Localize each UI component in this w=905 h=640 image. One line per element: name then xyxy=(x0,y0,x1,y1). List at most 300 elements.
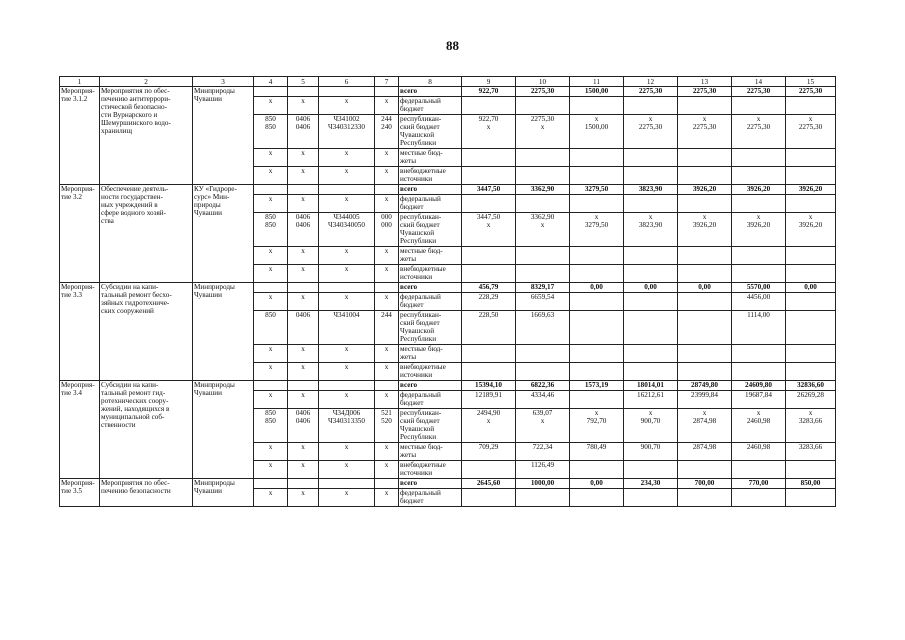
value-cell: 32836,60 xyxy=(786,381,836,391)
code-cell: x xyxy=(254,489,288,507)
value-cell: 3926,20 xyxy=(786,185,836,195)
value-cell: 3279,50 xyxy=(570,185,624,195)
code-cell xyxy=(375,479,399,489)
code-cell: x xyxy=(288,167,319,185)
value-cell xyxy=(732,247,786,265)
value-cell xyxy=(570,265,624,283)
value-cell xyxy=(624,461,678,479)
value-cell xyxy=(462,363,516,381)
measure-id: Мероприя- тие 3.1.2 xyxy=(60,87,100,185)
value-cell xyxy=(678,293,732,311)
value-cell: x 3279,50 xyxy=(570,213,624,247)
code-cell xyxy=(254,479,288,489)
value-cell: 4334,46 xyxy=(516,391,570,409)
executor: Минприроды Чувашии xyxy=(193,87,254,185)
code-cell: x xyxy=(288,293,319,311)
column-number: 5 xyxy=(288,77,319,87)
code-cell xyxy=(319,87,375,97)
value-cell: 4456,00 xyxy=(732,293,786,311)
column-number: 3 xyxy=(193,77,254,87)
value-cell xyxy=(462,167,516,185)
value-cell: 3362,90 xyxy=(516,185,570,195)
value-cell xyxy=(624,167,678,185)
value-cell xyxy=(732,345,786,363)
value-cell xyxy=(678,149,732,167)
column-number: 8 xyxy=(399,77,462,87)
value-cell xyxy=(570,149,624,167)
column-number: 1 xyxy=(60,77,100,87)
value-cell xyxy=(624,293,678,311)
value-cell: 6659,54 xyxy=(516,293,570,311)
code-cell: x xyxy=(375,149,399,167)
table-row xyxy=(60,283,836,293)
code-cell: 850 850 xyxy=(254,115,288,149)
value-cell xyxy=(462,149,516,167)
code-cell xyxy=(288,479,319,489)
funding-source: внебюджетные источники xyxy=(399,167,462,185)
code-cell xyxy=(288,381,319,391)
code-cell xyxy=(319,283,375,293)
value-cell xyxy=(786,149,836,167)
value-cell xyxy=(462,265,516,283)
funding-source: всего xyxy=(399,185,462,195)
value-cell xyxy=(462,247,516,265)
value-cell xyxy=(786,167,836,185)
value-cell: 456,79 xyxy=(462,283,516,293)
code-cell xyxy=(288,283,319,293)
value-cell: x 2275,30 xyxy=(624,115,678,149)
value-cell: 12189,91 xyxy=(462,391,516,409)
value-cell xyxy=(570,391,624,409)
code-cell: x xyxy=(319,461,375,479)
value-cell: 0,00 xyxy=(786,283,836,293)
value-cell: 0,00 xyxy=(570,283,624,293)
funding-source: федеральный бюджет xyxy=(399,391,462,409)
value-cell: 2874,98 xyxy=(678,443,732,461)
value-cell xyxy=(462,97,516,115)
code-cell: x xyxy=(254,195,288,213)
measure-name: Субсидии на капи- тальный ремонт бесхо- зяйных гидротехниче- ских сооружений xyxy=(100,283,193,381)
code-cell: x xyxy=(288,97,319,115)
value-cell xyxy=(732,149,786,167)
value-cell xyxy=(624,345,678,363)
value-cell: 0,00 xyxy=(570,479,624,489)
code-cell: Ч341002 Ч340312330 xyxy=(319,115,375,149)
funding-source: республикан- ский бюджет Чувашской Республики xyxy=(399,115,462,149)
code-cell: 850 xyxy=(254,311,288,345)
funding-source: республикан- ский бюджет Чувашской Республики xyxy=(399,311,462,345)
code-cell: x xyxy=(254,461,288,479)
value-cell xyxy=(624,195,678,213)
code-cell xyxy=(319,185,375,195)
value-cell xyxy=(570,195,624,213)
column-number: 11 xyxy=(570,77,624,87)
code-cell: x xyxy=(319,195,375,213)
code-cell: x xyxy=(375,391,399,409)
value-cell xyxy=(786,363,836,381)
value-cell: 900,70 xyxy=(624,443,678,461)
value-cell xyxy=(678,167,732,185)
value-cell: 2275,30 xyxy=(516,87,570,97)
value-cell xyxy=(786,461,836,479)
value-cell: 1126,49 xyxy=(516,461,570,479)
code-cell: x xyxy=(319,443,375,461)
value-cell: x 2275,30 xyxy=(678,115,732,149)
value-cell xyxy=(732,97,786,115)
value-cell xyxy=(786,97,836,115)
value-cell xyxy=(516,167,570,185)
code-cell: 0406 0406 xyxy=(288,409,319,443)
value-cell xyxy=(570,293,624,311)
value-cell xyxy=(732,167,786,185)
code-cell: x xyxy=(319,363,375,381)
code-cell: x xyxy=(288,265,319,283)
code-cell: x xyxy=(254,149,288,167)
measure-id: Мероприя- тие 3.2 xyxy=(60,185,100,283)
table-row xyxy=(60,381,836,391)
code-cell: x xyxy=(319,293,375,311)
code-cell xyxy=(254,185,288,195)
table-row xyxy=(60,87,836,97)
measure-id: Мероприя- тие 3.4 xyxy=(60,381,100,479)
code-cell: 0406 0406 xyxy=(288,115,319,149)
code-cell xyxy=(319,381,375,391)
value-cell xyxy=(732,195,786,213)
funding-source: местные бюд- жеты xyxy=(399,247,462,265)
value-cell xyxy=(462,195,516,213)
value-cell xyxy=(678,247,732,265)
code-cell xyxy=(375,283,399,293)
code-cell: x xyxy=(288,391,319,409)
measure-id: Мероприя- тие 3.5 xyxy=(60,479,100,507)
code-cell: 244 240 xyxy=(375,115,399,149)
funding-source: всего xyxy=(399,381,462,391)
code-cell: x xyxy=(288,489,319,507)
funding-source: местные бюд- жеты xyxy=(399,443,462,461)
value-cell: 2460,98 xyxy=(732,443,786,461)
code-cell: x xyxy=(375,195,399,213)
value-cell: 16212,61 xyxy=(624,391,678,409)
value-cell: x 792,70 xyxy=(570,409,624,443)
value-cell xyxy=(678,489,732,507)
funding-source: внебюджетные источники xyxy=(399,363,462,381)
funding-source: федеральный бюджет xyxy=(399,195,462,213)
funding-source: всего xyxy=(399,87,462,97)
value-cell: x 3926,20 xyxy=(786,213,836,247)
code-cell: x xyxy=(375,247,399,265)
measure-name: Обеспечение деятель- ности государствен- ных учреждений в сфере водного хозяй- ства xyxy=(100,185,193,283)
value-cell: x 2874,98 xyxy=(678,409,732,443)
value-cell xyxy=(516,265,570,283)
column-number: 6 xyxy=(319,77,375,87)
column-number: 14 xyxy=(732,77,786,87)
code-cell: x xyxy=(375,97,399,115)
value-cell: 2275,30 xyxy=(678,87,732,97)
value-cell: 770,00 xyxy=(732,479,786,489)
column-number: 9 xyxy=(462,77,516,87)
code-cell: x xyxy=(375,461,399,479)
funding-source: всего xyxy=(399,283,462,293)
code-cell: x xyxy=(254,443,288,461)
value-cell xyxy=(516,489,570,507)
value-cell xyxy=(570,167,624,185)
value-cell: 1000,00 xyxy=(516,479,570,489)
code-cell: 521 520 xyxy=(375,409,399,443)
value-cell xyxy=(678,461,732,479)
column-number: 4 xyxy=(254,77,288,87)
funding-source: республикан- ский бюджет Чувашской Республики xyxy=(399,213,462,247)
code-cell xyxy=(288,87,319,97)
code-cell: Ч341004 xyxy=(319,311,375,345)
value-cell: 850,00 xyxy=(786,479,836,489)
code-cell: 000 000 xyxy=(375,213,399,247)
measure-name: Мероприятия по обес- печению безопасности xyxy=(100,479,193,507)
value-cell: 3926,20 xyxy=(678,185,732,195)
column-number: 10 xyxy=(516,77,570,87)
value-cell xyxy=(516,363,570,381)
code-cell: Ч34Д006 Ч340313350 xyxy=(319,409,375,443)
value-cell xyxy=(516,97,570,115)
code-cell: x xyxy=(375,293,399,311)
measure-name: Мероприятия по обес- печению антитеррори- стической безопасно- сти Вурнарского и Шемуршинского водо- хранилищ xyxy=(100,87,193,185)
value-cell: x 900,70 xyxy=(624,409,678,443)
code-cell: x xyxy=(319,489,375,507)
value-cell: 0,00 xyxy=(624,283,678,293)
value-cell: 23999,84 xyxy=(678,391,732,409)
code-cell: x xyxy=(319,247,375,265)
value-cell xyxy=(516,247,570,265)
table-row xyxy=(60,479,836,489)
code-cell: 0406 0406 xyxy=(288,213,319,247)
code-cell: x xyxy=(288,345,319,363)
code-cell xyxy=(288,185,319,195)
code-cell: x xyxy=(254,293,288,311)
value-cell: 3823,90 xyxy=(624,185,678,195)
code-cell: x xyxy=(288,247,319,265)
value-cell: 700,00 xyxy=(678,479,732,489)
budget-table xyxy=(59,76,836,507)
value-cell xyxy=(624,97,678,115)
measure-name: Субсидии на капи- тальный ремонт гид- ротехнических соору- жений, находящихся в муниципальной соб- ственности xyxy=(100,381,193,479)
value-cell: 2645,60 xyxy=(462,479,516,489)
code-cell: x xyxy=(375,345,399,363)
code-cell xyxy=(375,87,399,97)
value-cell: 3447,50 xyxy=(462,185,516,195)
value-cell: 3362,90 x xyxy=(516,213,570,247)
funding-source: федеральный бюджет xyxy=(399,489,462,507)
value-cell: 228,29 xyxy=(462,293,516,311)
value-cell: 26269,28 xyxy=(786,391,836,409)
value-cell xyxy=(462,461,516,479)
code-cell: x xyxy=(254,97,288,115)
value-cell xyxy=(678,195,732,213)
code-cell: x xyxy=(375,443,399,461)
value-cell xyxy=(624,311,678,345)
value-cell xyxy=(570,363,624,381)
value-cell: 5570,00 xyxy=(732,283,786,293)
value-cell xyxy=(678,311,732,345)
value-cell xyxy=(570,461,624,479)
value-cell: 1500,00 xyxy=(570,87,624,97)
funding-source: федеральный бюджет xyxy=(399,97,462,115)
code-cell: x xyxy=(288,195,319,213)
header-row xyxy=(60,77,836,87)
value-cell xyxy=(678,97,732,115)
code-cell xyxy=(375,381,399,391)
value-cell: 2275,30 xyxy=(786,87,836,97)
column-number: 2 xyxy=(100,77,193,87)
value-cell xyxy=(516,149,570,167)
funding-source: местные бюд- жеты xyxy=(399,149,462,167)
value-cell: x 3926,20 xyxy=(678,213,732,247)
value-cell xyxy=(732,265,786,283)
value-cell: x 3283,66 xyxy=(786,409,836,443)
value-cell xyxy=(516,195,570,213)
value-cell xyxy=(732,461,786,479)
code-cell: x xyxy=(319,167,375,185)
value-cell xyxy=(624,247,678,265)
code-cell: x xyxy=(319,265,375,283)
value-cell: 709,29 xyxy=(462,443,516,461)
value-cell xyxy=(732,363,786,381)
code-cell: x xyxy=(288,363,319,381)
code-cell xyxy=(254,381,288,391)
value-cell: 722,34 xyxy=(516,443,570,461)
code-cell xyxy=(254,283,288,293)
code-cell: x xyxy=(288,443,319,461)
value-cell: 1114,00 xyxy=(732,311,786,345)
executor: Минприроды Чувашии xyxy=(193,283,254,381)
value-cell: 28749,80 xyxy=(678,381,732,391)
code-cell: x xyxy=(375,363,399,381)
value-cell xyxy=(462,489,516,507)
value-cell: 0,00 xyxy=(678,283,732,293)
value-cell: 922,70 xyxy=(462,87,516,97)
code-cell: x xyxy=(319,345,375,363)
value-cell: 780,49 xyxy=(570,443,624,461)
executor: Минприроды Чувашии xyxy=(193,381,254,479)
value-cell xyxy=(786,489,836,507)
column-number: 13 xyxy=(678,77,732,87)
executor: Минприроды Чувашии xyxy=(193,479,254,507)
code-cell: 850 850 xyxy=(254,409,288,443)
code-cell: x xyxy=(319,391,375,409)
code-cell xyxy=(254,87,288,97)
value-cell: 1669,63 xyxy=(516,311,570,345)
value-cell xyxy=(462,345,516,363)
value-cell xyxy=(516,345,570,363)
value-cell xyxy=(570,247,624,265)
value-cell xyxy=(624,149,678,167)
value-cell: x 2275,30 xyxy=(732,115,786,149)
code-cell: x xyxy=(375,167,399,185)
code-cell xyxy=(375,185,399,195)
value-cell: 3283,66 xyxy=(786,443,836,461)
value-cell xyxy=(570,345,624,363)
value-cell: 922,70 x xyxy=(462,115,516,149)
value-cell xyxy=(624,363,678,381)
value-cell: 6822,36 xyxy=(516,381,570,391)
value-cell: x 3926,20 xyxy=(732,213,786,247)
value-cell xyxy=(786,247,836,265)
page-number: 88 xyxy=(446,38,459,53)
value-cell: 19687,84 xyxy=(732,391,786,409)
code-cell: 0406 xyxy=(288,311,319,345)
column-number: 7 xyxy=(375,77,399,87)
code-cell: 850 850 xyxy=(254,213,288,247)
code-cell: x xyxy=(375,265,399,283)
column-number: 12 xyxy=(624,77,678,87)
value-cell xyxy=(732,489,786,507)
funding-source: местные бюд- жеты xyxy=(399,345,462,363)
funding-source: внебюджетные источники xyxy=(399,265,462,283)
code-cell: x xyxy=(254,345,288,363)
funding-source: внебюджетные источники xyxy=(399,461,462,479)
funding-source: всего xyxy=(399,479,462,489)
value-cell xyxy=(678,363,732,381)
funding-source: федеральный бюджет xyxy=(399,293,462,311)
code-cell: Ч344005 Ч340340050 xyxy=(319,213,375,247)
value-cell xyxy=(624,265,678,283)
value-cell: 2275,30 xyxy=(624,87,678,97)
code-cell: x xyxy=(254,363,288,381)
value-cell: x 3823,90 xyxy=(624,213,678,247)
value-cell: 639,07 x xyxy=(516,409,570,443)
value-cell xyxy=(570,311,624,345)
value-cell: 8329,17 xyxy=(516,283,570,293)
code-cell: x xyxy=(254,167,288,185)
value-cell: x 2275,30 xyxy=(786,115,836,149)
value-cell: x 2460,98 xyxy=(732,409,786,443)
value-cell: 1573,19 xyxy=(570,381,624,391)
value-cell xyxy=(570,489,624,507)
value-cell: 234,30 xyxy=(624,479,678,489)
code-cell: x xyxy=(288,149,319,167)
column-number: 15 xyxy=(786,77,836,87)
funding-source: республикан- ский бюджет Чувашской Республики xyxy=(399,409,462,443)
code-cell: x xyxy=(319,149,375,167)
measure-id: Мероприя- тие 3.3 xyxy=(60,283,100,381)
code-cell: 244 xyxy=(375,311,399,345)
value-cell xyxy=(786,345,836,363)
code-cell: x xyxy=(254,247,288,265)
value-cell: 2275,30 x xyxy=(516,115,570,149)
code-cell: x xyxy=(288,461,319,479)
value-cell: x 1500,00 xyxy=(570,115,624,149)
value-cell xyxy=(786,265,836,283)
value-cell: 228,50 xyxy=(462,311,516,345)
value-cell xyxy=(786,311,836,345)
value-cell xyxy=(786,293,836,311)
value-cell: 2494,90 x xyxy=(462,409,516,443)
table-row xyxy=(60,185,836,195)
value-cell xyxy=(678,345,732,363)
value-cell xyxy=(624,489,678,507)
value-cell: 24609,80 xyxy=(732,381,786,391)
executor: КУ «Гидроре- сурс» Мин- природы Чувашии xyxy=(193,185,254,283)
value-cell: 3447,50 x xyxy=(462,213,516,247)
value-cell: 15394,10 xyxy=(462,381,516,391)
code-cell xyxy=(319,479,375,489)
value-cell xyxy=(678,265,732,283)
code-cell: x xyxy=(375,489,399,507)
code-cell: x xyxy=(254,265,288,283)
value-cell: 3926,20 xyxy=(732,185,786,195)
value-cell: 2275,30 xyxy=(732,87,786,97)
code-cell: x xyxy=(319,97,375,115)
value-cell xyxy=(786,195,836,213)
code-cell: x xyxy=(254,391,288,409)
